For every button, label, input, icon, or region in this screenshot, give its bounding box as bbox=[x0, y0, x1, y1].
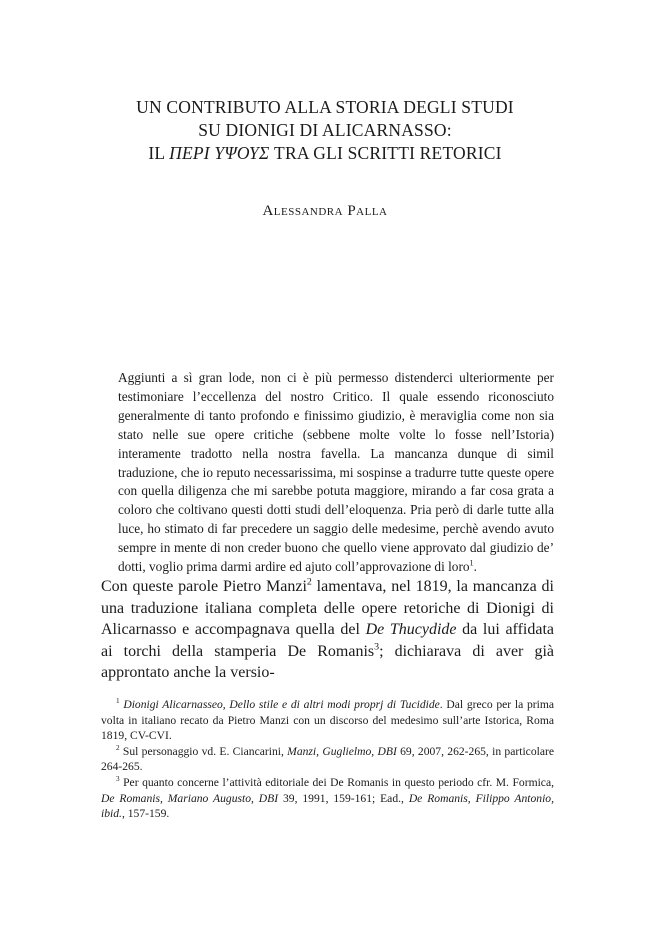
footnote-2-mark: 2 bbox=[116, 743, 120, 752]
title-line-3 bbox=[0, 142, 650, 165]
footnote-3-italic-1: De Romanis, Mariano Augusto, DBI bbox=[101, 791, 279, 805]
body-part-2: lamentava, nel 1819, la mancanza di una traduzione italiana completa delle opere retoriche di Dionigi di Alicarnasso e accompagnava quella del bbox=[101, 578, 555, 638]
body-italic-title: De Thucydide bbox=[365, 621, 457, 638]
title-line-3-prefix: IL bbox=[148, 143, 170, 163]
title-line-2: SU DIONIGI DI ALICARNASSO: bbox=[198, 120, 452, 140]
footnote-ref-1[interactable]: 1 bbox=[469, 558, 474, 568]
body-part-3: da lui affidata ai torchi della stamperia De Romanis bbox=[101, 621, 555, 660]
title-line-3-suffix: TRA GLI SCRITTI RETORICI bbox=[269, 143, 502, 163]
author-name: Alessandra Palla bbox=[262, 203, 388, 219]
footnote-3 bbox=[101, 775, 554, 822]
footnote-3-text-1: Per quanto concerne l’attività editoriale dei De Romanis in questo periodo cfr. M. Formica, bbox=[123, 775, 554, 789]
title-greek: ΠΕΡΙ ΥΨΟΥΣ bbox=[169, 143, 270, 163]
footnotes bbox=[101, 697, 554, 822]
body-paragraph bbox=[101, 576, 554, 684]
footnote-3-text-3: , 157-159. bbox=[121, 807, 170, 821]
body-part-1: Con queste parole Pietro Manzi bbox=[101, 578, 307, 595]
footnote-3-text-2: 39, 1991, 159-161; Ead., bbox=[278, 791, 409, 805]
footnote-2-text-1: Sul personaggio vd. E. Ciancarini, bbox=[122, 744, 288, 758]
footnote-3-italic-2: De Romanis, Filippo Antonio, ibid. bbox=[101, 791, 554, 821]
footnote-ref-3[interactable]: 3 bbox=[374, 641, 380, 653]
footnote-1-text: . Dal greco per la prima volta in italiano recato da Pietro Manzi con un discorso del medesimo sull’arte Istorica, Roma 1819, CV-CVI. bbox=[101, 698, 554, 743]
footnote-3-mark: 3 bbox=[116, 775, 120, 784]
quote-text: Aggiunti a sì gran lode, non ci è più permesso distenderci ulteriormente per testimoniare l’eccellenza del nostro Critico. Il quale essendo riconosciuto generalmente di tanto profondo e finissimo giudizio, è meraviglia come non sia stato nelle sue opere critiche (sebbene molte volte lo fosse nell’Istoria) interamente tradotto nella nostra favella. La mancanza dunque di simil traduzione, che io reputo necessarissima, mi sospinse a tradurre tutte queste opere con quella diligenza che mi sarebbe potuta maggiore, mirando a far cosa grata a coloro che coltivano questi dotti studi dell’eloquenza. Pria però di darle tutte alla luce, ho stimato di far precedere un saggio delle medesime, perchè avendo avuto sempre in mente di non creder buono che quello viene approvato dal giudizio de’ dotti, voglio prima darmi ardire ed ajuto coll’approvazione di loro bbox=[118, 370, 554, 575]
footnote-1-italic: Dionigi Alicarnasseo, Dello stile e di altri modi proprj di Tucidide bbox=[123, 698, 440, 711]
footnote-2-italic: Manzi, Guglielmo, DBI bbox=[287, 744, 397, 758]
footnote-ref-2[interactable]: 2 bbox=[306, 576, 312, 588]
title-line-1: UN CONTRIBUTO ALLA STORIA DEGLI STUDI bbox=[136, 97, 514, 117]
body-part-4: ; dichiarava di aver già approntato anche la versio- bbox=[101, 642, 555, 681]
block-quote bbox=[118, 369, 554, 577]
footnote-1-mark: 1 bbox=[116, 697, 120, 706]
footnote-2-text-2: 69, 2007, 262-265, in particolare 264-265. bbox=[101, 744, 554, 774]
quote-end: . bbox=[473, 559, 477, 575]
article-title bbox=[0, 96, 650, 165]
footnote-1 bbox=[101, 697, 554, 744]
footnote-2 bbox=[101, 744, 554, 775]
